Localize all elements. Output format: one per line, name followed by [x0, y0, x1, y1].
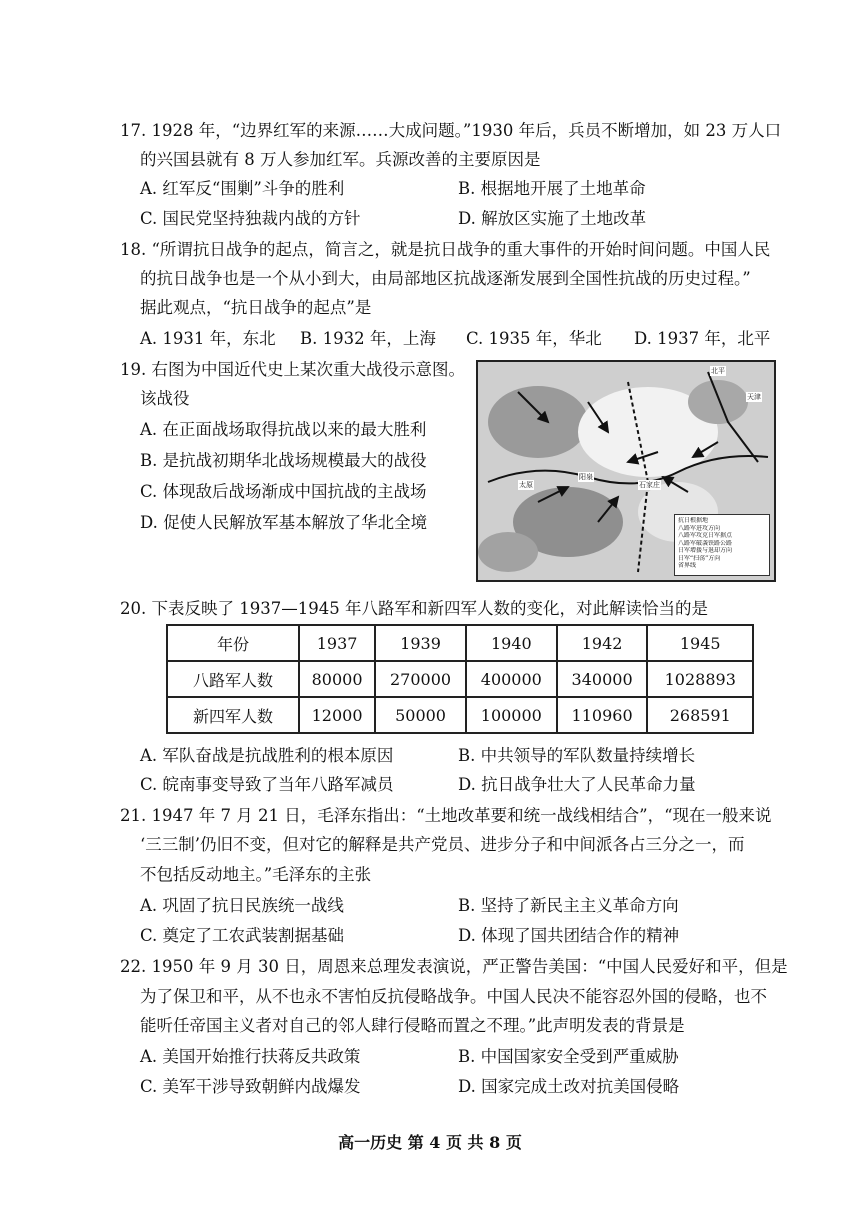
q21-option-d: D. 体现了国共团结合作的精神 — [458, 926, 680, 945]
table-cell: 270000 — [375, 661, 466, 697]
q21-stem-line-1: 21. 1947 年 7 月 21 日，毛泽东指出：“土地改革要和统一战线相结合”，“现在一般来说 — [120, 806, 772, 825]
table-cell: 80000 — [299, 661, 375, 697]
q17-option-d: D. 解放区实施了土地改革 — [458, 209, 647, 228]
q20-option-d: D. 抗日战争壮大了人民革命力量 — [458, 775, 696, 794]
map-label-taiyuan: 太原 — [519, 481, 533, 489]
map-label-yangquan: 阳泉 — [579, 473, 593, 481]
q18-stem-line-3: 据此观点，“抗日战争的起点”是 — [140, 298, 372, 317]
q18-stem-line-2: 的抗日战争也是一个从小到大，由局部地区抗战逐渐发展到全国性抗战的历史过程。” — [140, 269, 751, 288]
q19-option-a: A. 在正面战场取得抗战以来的最大胜利 — [140, 420, 427, 439]
table-header-cell: 1940 — [466, 625, 557, 661]
table-cell: 1028893 — [647, 661, 753, 697]
map-label-shijiazhuang: 石家庄 — [639, 481, 660, 489]
legend-item: 八路军进攻方向 — [678, 524, 721, 532]
legend-item: 抗日根据地 — [678, 517, 709, 524]
q21-option-c: C. 奠定了工农武装割据基础 — [140, 926, 345, 945]
q20-option-a: A. 军队奋战是抗战胜利的根本原因 — [140, 746, 394, 765]
q22-stem-line-3: 能听任帝国主义者对自己的邻人肆行侵略而置之不理。”此声明发表的背景是 — [140, 1016, 685, 1035]
legend-item: 八路军攻克日军据点 — [678, 532, 733, 539]
q17-stem-line-2: 的兴国县就有 8 万人参加红军。兵源改善的主要原因是 — [140, 150, 541, 169]
q22-stem-line-1: 22. 1950 年 9 月 30 日，周恩来总理发表演说，严正警告美国：“中国人民爱好和平，但是 — [120, 957, 788, 976]
q19-stem-line-1: 19. 右图为中国近代史上某次重大战役示意图。 — [120, 360, 465, 379]
q19-option-c: C. 体现敌后战场渐成中国抗战的主战场 — [140, 482, 427, 501]
q17-option-c: C. 国民党坚持独裁内战的方针 — [140, 209, 361, 228]
q17-option-b: B. 根据地开展了土地革命 — [458, 179, 646, 198]
map-label-beiping: 北平 — [711, 367, 725, 375]
table-cell: 110960 — [557, 697, 648, 733]
legend-item: 日军“扫荡”方向 — [678, 554, 721, 562]
q19-option-d: D. 促使人民解放军基本解放了华北全境 — [140, 513, 428, 532]
q22-option-a: A. 美国开始推行扶蒋反共政策 — [140, 1047, 361, 1066]
q22-option-b: B. 中国国家安全受到严重威胁 — [458, 1047, 679, 1066]
table-header-cell: 1942 — [557, 625, 648, 661]
table-row — [167, 661, 753, 697]
table-header-cell: 1939 — [375, 625, 466, 661]
q21-stem-line-2: ‘三三制’仍旧不变，但对它的解释是共产党员、进步分子和中间派各占三分之一，而 — [140, 835, 745, 854]
table-cell: 50000 — [375, 697, 466, 733]
table-cell: 400000 — [466, 661, 557, 697]
q19-option-b: B. 是抗战初期华北战场规模最大的战役 — [140, 451, 427, 470]
table-cell: 新四军人数 — [167, 697, 299, 733]
q21-stem-line-3: 不包括反动地主。”毛泽东的主张 — [140, 865, 372, 884]
q20-option-b: B. 中共领导的军队数量持续增长 — [458, 746, 696, 765]
q18-option-b: B. 1932 年，上海 — [300, 329, 436, 348]
q19-stem-line-2: 该战役 — [140, 389, 190, 408]
table-cell: 268591 — [647, 697, 753, 733]
q17-option-a: A. 红军反“围剿”斗争的胜利 — [140, 179, 345, 198]
map-label-tianjin: 天津 — [747, 393, 761, 401]
q22-option-c: C. 美军干涉导致朝鲜内战爆发 — [140, 1077, 361, 1096]
map-legend — [674, 514, 770, 576]
q21-option-a: A. 巩固了抗日民族统一战线 — [140, 896, 344, 915]
q18-stem-line-1: 18. “所谓抗日战争的起点，简言之，就是抗日战争的重大事件的开始时间问题。中国人民 — [120, 240, 771, 259]
q22-stem-line-2: 为了保卫和平，从不也永不害怕反抗侵略战争。中国人民决不能容忍外国的侵略，也不 — [140, 987, 767, 1006]
q22-option-d: D. 国家完成土改对抗美国侵略 — [458, 1077, 680, 1096]
table-header-cell: 1945 — [647, 625, 753, 661]
troop-table — [166, 624, 754, 734]
legend-item: 日军增援与退却方向 — [678, 547, 733, 554]
legend-item: 省界线 — [678, 562, 697, 569]
legend-item: 八路军破袭铁路公路 — [678, 539, 733, 547]
q17-stem-line-1: 17. 1928 年，“边界红军的来源……大成问题。”1930 年后，兵员不断增加，如 23 万人口 — [120, 121, 782, 140]
table-cell: 八路军人数 — [167, 661, 299, 697]
table-header-cell: 年份 — [167, 625, 299, 661]
table-row — [167, 697, 753, 733]
q20-option-c: C. 皖南事变导致了当年八路军减员 — [140, 775, 394, 794]
table-cell: 12000 — [299, 697, 375, 733]
table-header-row — [167, 625, 753, 661]
battle-map — [476, 360, 776, 582]
page-footer: 高一历史 第 4 页 共 8 页 — [338, 1133, 522, 1152]
table-cell: 100000 — [466, 697, 557, 733]
q21-option-b: B. 坚持了新民主主义革命方向 — [458, 896, 679, 915]
q18-option-a: A. 1931 年，东北 — [140, 329, 276, 348]
q18-option-c: C. 1935 年，华北 — [466, 329, 602, 348]
q18-option-d: D. 1937 年，北平 — [634, 329, 771, 348]
table-cell: 340000 — [557, 661, 648, 697]
table-header-cell: 1937 — [299, 625, 375, 661]
q20-stem: 20. 下表反映了 1937—1945 年八路军和新四军人数的变化，对此解读恰当的是 — [120, 599, 708, 618]
